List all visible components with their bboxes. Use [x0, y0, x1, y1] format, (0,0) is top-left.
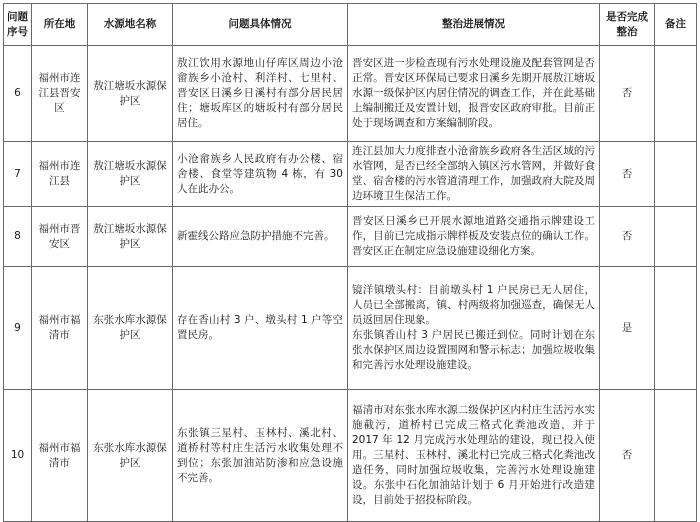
cell-source-name: 敖江塘坂水源保护区	[88, 142, 173, 207]
cell-remarks	[655, 207, 697, 267]
cell-location: 福州市福清市	[32, 267, 88, 390]
progress-paragraph: 镜洋镇墩头村：目前墩头村 1 户民房已无人居住，人员已全部搬离，镇、村两级将加强巡查，确保无人员返回居住现象。	[352, 284, 595, 326]
cell-completed: 否	[600, 46, 655, 142]
cell-no: 9	[4, 267, 32, 390]
cell-location: 福州市连江县晋安区	[32, 46, 88, 142]
cell-completed: 是	[600, 267, 655, 390]
header-row	[4, 4, 697, 46]
cell-remarks	[655, 267, 697, 390]
header-source-name: 水源地名称	[88, 4, 173, 46]
cell-source-name: 东张水库水源保护区	[88, 390, 173, 522]
progress-paragraph: 东张镇香山村 3 户居民已搬迁到位。同时计划在东张水保护区周边设置围网和警示标志；加强垃圾收集和完善污水处理设施建设。	[352, 329, 595, 371]
cell-location: 福州市连江县	[32, 142, 88, 207]
table-row	[4, 46, 697, 142]
header-no: 问题序号	[4, 4, 32, 46]
rectification-table	[3, 3, 697, 522]
header-progress: 整治进展情况	[348, 4, 600, 46]
cell-remarks	[655, 46, 697, 142]
cell-problem: 存在香山村 3 户、墩头村 1 户等空置民房。	[173, 267, 348, 390]
cell-no: 10	[4, 390, 32, 522]
header-completed: 是否完成整治	[600, 4, 655, 46]
cell-no: 6	[4, 46, 32, 142]
cell-no: 8	[4, 207, 32, 267]
cell-progress: 连江县加大力度排查小沧畲族乡政府各生活区域的污水管网，是否已经全部纳入镇区污水管网，并做好食堂、宿舍楼的污水管道清理工作，加强政府大院及周边环境卫生保洁工作。	[348, 142, 600, 207]
cell-problem: 东张镇三星村、玉林村、溪北村、道桥村等村庄生活污水收集处理不到位；东张加油站防渗和应急设施不完善。	[173, 390, 348, 522]
cell-remarks	[655, 390, 697, 522]
cell-problem: 小沧畲族乡人民政府有办公楼、宿舍楼、食堂等建筑物 4 栋，有 30 人在此办公。	[173, 142, 348, 207]
cell-progress: 晋安区日溪乡已开展水源地道路交通指示牌建设工作，目前已完成指示牌样板及安装点位的确认工作。晋安区正在制定应急设施建设细化方案。	[348, 207, 600, 267]
cell-completed: 否	[600, 390, 655, 522]
cell-no: 7	[4, 142, 32, 207]
cell-progress: 晋安区进一步检查现有污水处理设施及配套管网是否正常。晋安区环保局已要求日溪乡先期开展敖江塘坂水源一级保护区内居住情况的调查工作，并在此基础上编制搬迁及安置计划，报晋安区政府审批。目前正处于现场调查和方案编制阶段。	[348, 46, 600, 142]
cell-completed: 否	[600, 207, 655, 267]
table-row	[4, 142, 697, 207]
header-problem: 问题具体情况	[173, 4, 348, 46]
header-location: 所在地	[32, 4, 88, 46]
cell-location: 福州市福清市	[32, 390, 88, 522]
cell-source-name: 敖江塘坂水源保护区	[88, 46, 173, 142]
cell-problem: 敖江饮用水源地山仔库区周边小沧畲族乡小沧村、利洋村、七里村、晋安区日溪乡日溪村有部分居民居住；塘坂库区的塘坂村有部分居民居住。	[173, 46, 348, 142]
cell-source-name: 东张水库水源保护区	[88, 267, 173, 390]
header-remarks: 备注	[655, 4, 697, 46]
cell-problem: 新霍线公路应急防护措施不完善。	[173, 207, 348, 267]
cell-location: 福州市晋安区	[32, 207, 88, 267]
cell-remarks	[655, 142, 697, 207]
cell-completed: 否	[600, 142, 655, 207]
table-row	[4, 390, 697, 522]
table-row	[4, 267, 697, 390]
cell-source-name: 敖江塘坂水源保护区	[88, 207, 173, 267]
cell-progress: 福清市对东张水库水源二级保护区内村庄生活污水实施截污，道桥村已完成三格式化粪池改造，并于 2017 年 12 月完成污水处理站的建设，现已投入使用。三星村、玉林村、溪北村已完成三格式化粪池改造任务，同时加强垃圾收集，完善污水处理设施建设。东张中石化加油站计划于 6 月开始进行改造建设，目前处于招投标阶段。	[348, 390, 600, 522]
table-row	[4, 207, 697, 267]
cell-progress	[348, 267, 600, 390]
